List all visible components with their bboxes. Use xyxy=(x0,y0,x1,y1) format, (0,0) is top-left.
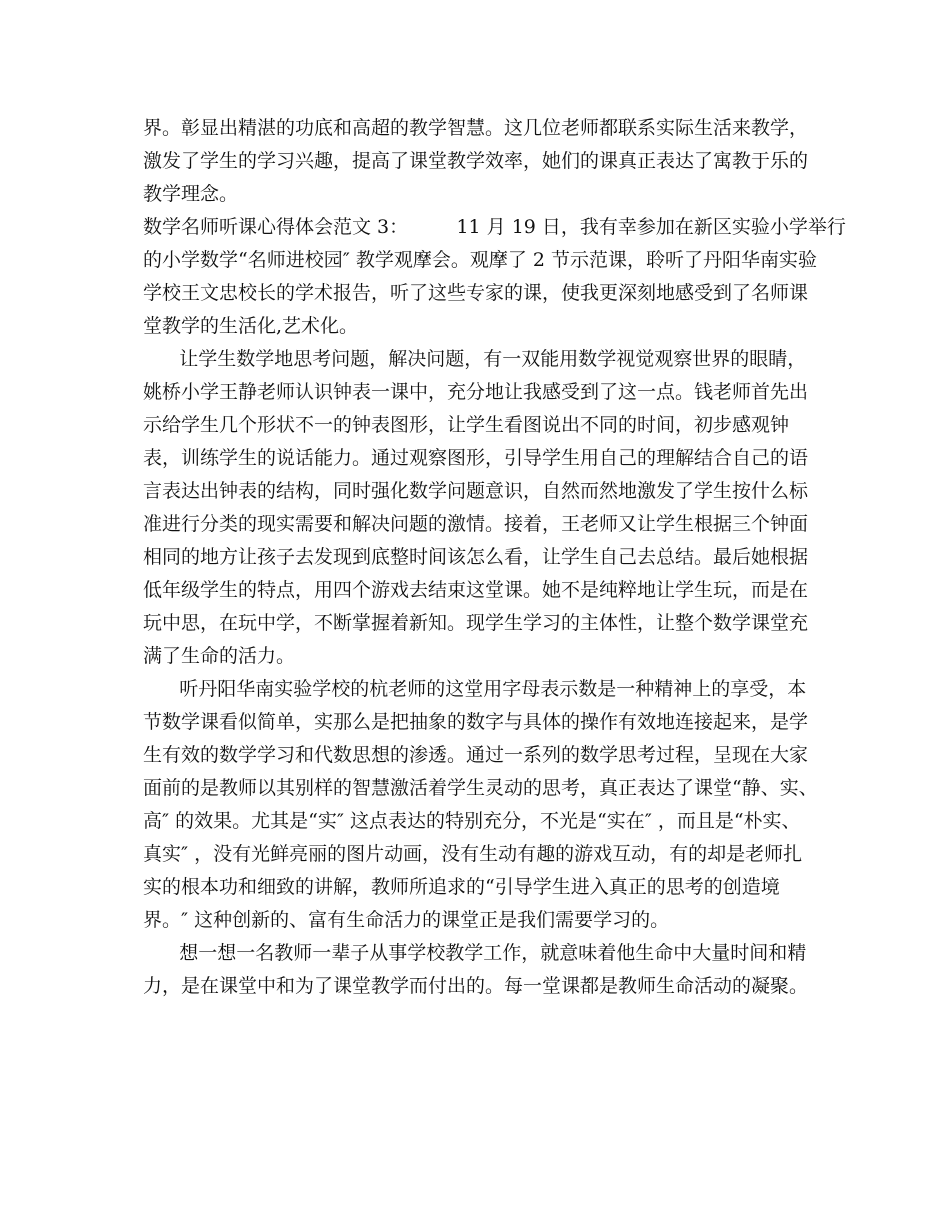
text-line: 生有效的数学学习和代数思想的渗透。通过一系列的数学思考过程，呈现在大家 xyxy=(143,744,809,766)
text-line: 面前的是教师以其别样的智慧激活着学生灵动的思考，真正表达了课堂“静、实、 xyxy=(143,777,818,799)
paragraph-start-line: 听丹阳华南实验学校的杭老师的这堂用字母表示数是一种精神上的享受，本 xyxy=(143,678,807,700)
text-line: 高″ 的效果。尤其是“实″ 这点表达的特别充分，不光是“实在″ ，而且是“朴实、 xyxy=(143,810,801,832)
section-heading-line: 数学名师听课心得体会范文 3： 11 月 19 日，我有幸参加在新区实验小学举行 xyxy=(143,216,846,238)
text-line: 表，训练学生的说话能力。通过观察图形，引导学生用自己的理解结合自己的语 xyxy=(143,447,809,469)
text-line: 玩中思，在玩中学，不断掌握着新知。现学生学习的主体性，让整个数学课堂充 xyxy=(143,612,809,634)
text-line: 节数学课看似简单，实那么是把抽象的数字与具体的操作有效地连接起来，是学 xyxy=(143,711,809,733)
paragraph-start-line: 想一想一名教师一辈子从事学校教学工作，就意味着他生命中大量时间和精 xyxy=(143,942,807,964)
paragraph-start-line: 让学生数学地思考问题，解决问题，有一双能用数学视觉观察世界的眼睛， xyxy=(143,348,807,370)
body-text xyxy=(143,112,846,1003)
text-line: 姚桥小学王静老师认识钟表一课中，充分地让我感受到了这一点。钱老师首先出 xyxy=(143,381,809,403)
text-line: 言表达出钟表的结构，同时强化数学问题意识，自然而然地激发了学生按什么标 xyxy=(143,480,809,502)
text-line: 准进行分类的现实需要和解决问题的激情。接着，王老师又让学生根据三个钟面 xyxy=(143,513,809,535)
text-line: 学校王文忠校长的学术报告，听了这些专家的课，使我更深刻地感受到了名师课 xyxy=(143,282,809,304)
text-line: 界。″ 这种创新的、富有生命活力的课堂正是我们需要学习的。 xyxy=(143,909,670,931)
text-line: 堂教学的生活化,艺术化。 xyxy=(143,315,359,337)
text-line: 实的根本功和细致的讲解，教师所追求的“引导学生进入真正的思考的创造境 xyxy=(143,876,780,898)
text-line: 界。彰显出精湛的功底和高超的教学智慧。这几位老师都联系实际生活来教学， xyxy=(143,117,809,139)
text-line: 满了生命的活力。 xyxy=(143,645,296,667)
text-line: 教学理念。 xyxy=(143,183,239,205)
text-line: 真实″ ，没有光鲜亮丽的图片动画，没有生动有趣的游戏互动，有的却是老师扎 xyxy=(143,843,803,865)
text-line: 的小学数学“名师进校园″ 教学观摩会。观摩了 2 节示范课，聆听了丹阳华南实验 xyxy=(143,249,818,271)
text-line: 力，是在课堂中和为了课堂教学而付出的。每一堂课都是教师生命活动的凝聚。 xyxy=(143,975,809,997)
text-line: 示给学生几个形状不一的钟表图形，让学生看图说出不同的时间，初步感观钟 xyxy=(143,414,790,436)
text-line: 激发了学生的学习兴趣，提高了课堂教学效率，她们的课真正表达了寓教于乐的 xyxy=(143,150,809,172)
text-line: 相同的地方让孩子去发现到底整时间该怎么看，让学生自己去总结。最后她根据 xyxy=(143,546,809,568)
text-line: 低年级学生的特点，用四个游戏去结束这堂课。她不是纯粹地让学生玩，而是在 xyxy=(143,579,809,601)
